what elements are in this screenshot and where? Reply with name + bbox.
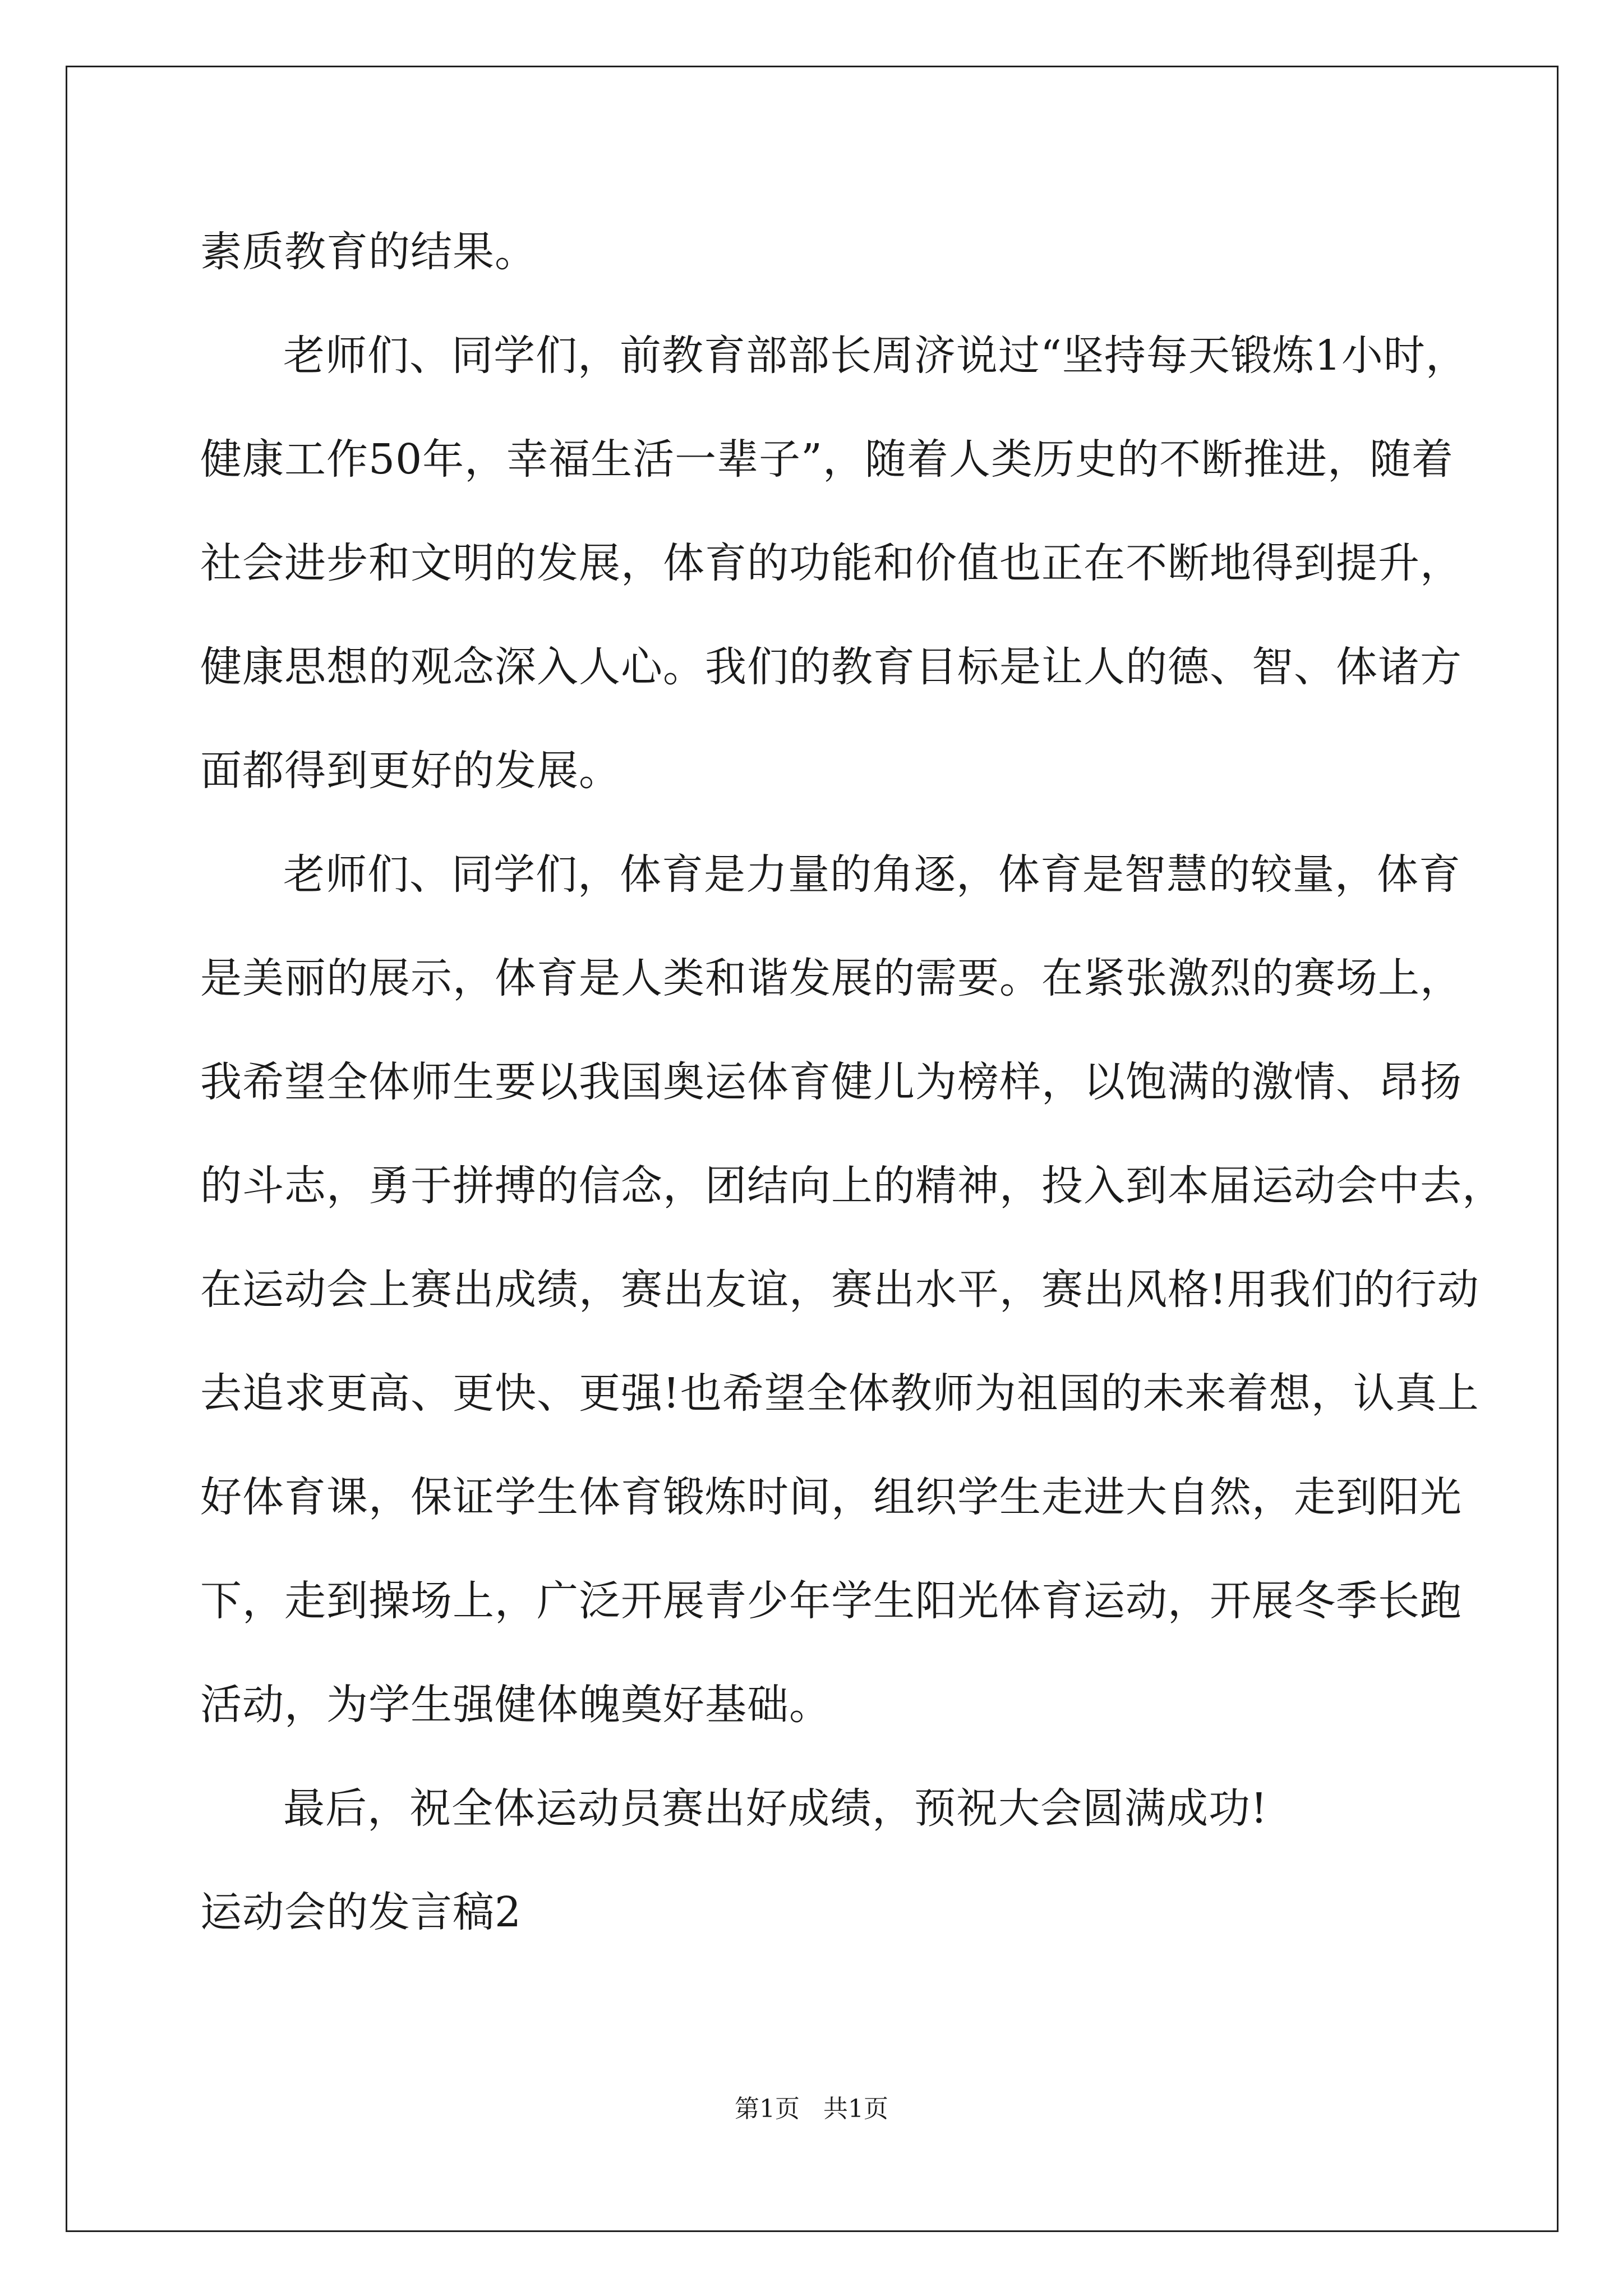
body-line: 在运动会上赛出成绩，赛出友谊，赛出水平，赛出风格!用我们的行动 xyxy=(200,1266,1479,1314)
document-body xyxy=(200,200,1504,1964)
body-line: 下，走到操场上，广泛开展青少年学生阳光体育运动，开展冬季长跑 xyxy=(200,1577,1462,1625)
body-line: 活动，为学生强健体魄奠好基础。 xyxy=(200,1681,831,1729)
page-footer: 第1页 共1页 xyxy=(735,2095,888,2123)
section-heading: 运动会的发言稿2 xyxy=(200,1888,522,1936)
paragraph-start-line: 老师们、同学们，体育是力量的角逐，体育是智慧的较量，体育 xyxy=(283,850,1461,899)
paragraph-start-line: 最后，祝全体运动员赛出好成绩，预祝大会圆满成功! xyxy=(283,1784,1268,1833)
body-line: 健康工作50年，幸福生活一辈子”，随着人类历史的不断推进，随着 xyxy=(200,435,1454,484)
body-line: 健康思想的观念深入人心。我们的教育目标是让人的德、智、体诸方 xyxy=(200,643,1462,691)
body-line: 我希望全体师生要以我国奥运体育健儿为榜样，以饱满的激情、昂扬 xyxy=(200,1058,1462,1106)
body-line: 去追求更高、更快、更强!也希望全体教师为祖国的未来着想，认真上 xyxy=(200,1369,1479,1418)
paragraph-start-line: 老师们、同学们，前教育部部长周济说过“坚持每天锻炼1小时， xyxy=(283,332,1468,380)
body-line: 的斗志，勇于拼搏的信念，团结向上的精神，投入到本届运动会中去， xyxy=(200,1162,1504,1210)
body-line: 好体育课，保证学生体育锻炼时间，组织学生走进大自然，走到阳光 xyxy=(200,1473,1462,1521)
body-line: 是美丽的展示，体育是人类和谐发展的需要。在紧张激烈的赛场上， xyxy=(200,954,1462,1002)
body-line: 面都得到更好的发展。 xyxy=(200,747,621,795)
body-line: 社会进步和文明的发展，体育的功能和价值也正在不断地得到提升， xyxy=(200,539,1462,587)
body-line: 素质教育的结果。 xyxy=(200,228,537,276)
